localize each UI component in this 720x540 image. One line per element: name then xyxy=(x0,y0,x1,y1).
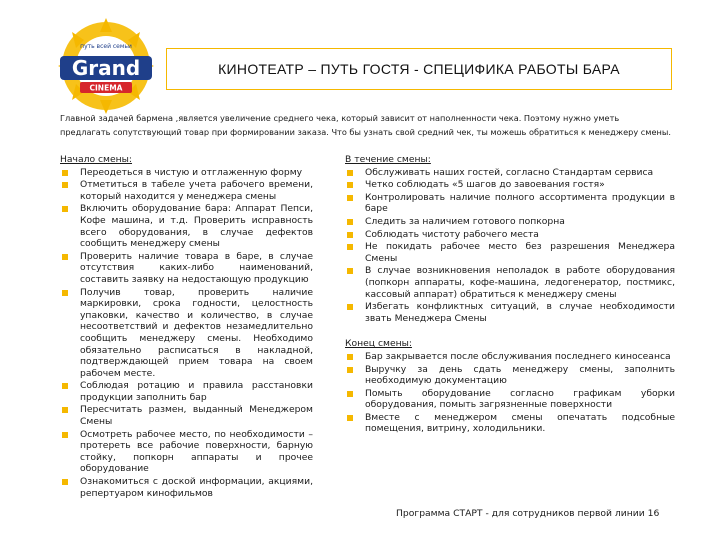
list-item xyxy=(345,351,675,363)
list-item-text: Ознакомиться с доской информации, акциями, репертуаром кинофильмов xyxy=(80,476,313,499)
list-item xyxy=(345,265,675,300)
shift-end-section xyxy=(345,338,675,435)
bullet-square-icon xyxy=(62,170,68,176)
grand-cinema-logo xyxy=(52,18,160,118)
bullet-square-icon xyxy=(347,354,353,360)
list-item xyxy=(60,404,313,427)
list-item-text: В случае возникновения неполадок в работе оборудования (попкорн аппараты, кофе-машина, ледогенератор, постмикс, кассовый аппарат) обратиться к менеджеру смены xyxy=(365,265,675,300)
list-item xyxy=(345,167,675,179)
bullet-square-icon xyxy=(347,415,353,421)
list-item xyxy=(345,412,675,435)
list-item xyxy=(60,287,313,380)
list-item xyxy=(60,380,313,403)
list-item-text: Соблюдая ротацию и правила расстановки продукции заполнить бар xyxy=(80,380,313,403)
bullet-square-icon xyxy=(62,383,68,389)
bullet-square-icon xyxy=(347,232,353,238)
list-item-text: Четко соблюдать «5 шагов до завоевания гостя» xyxy=(365,179,605,191)
bullet-square-icon xyxy=(347,304,353,310)
list-item-text: Обслуживать наших гостей, согласно Стандартам сервиса xyxy=(365,166,654,178)
list-item xyxy=(345,241,675,264)
list-item xyxy=(345,301,675,324)
list-item xyxy=(60,203,313,249)
intro-paragraph: Главной задачей бармена ,является увеличение среднего чека, который зависит от наполненности чека. Поэтому нужно уметь предлагать сопутствующий товар при формировании заказа. Что бы узнать свой средний чек, ты можешь обратиться к менеджеру смены. xyxy=(60,113,671,137)
list-item xyxy=(345,179,675,191)
bullet-square-icon xyxy=(62,479,68,485)
bullet-square-icon xyxy=(62,407,68,413)
list-item xyxy=(60,429,313,475)
logo-sub-text: CINEMA xyxy=(89,83,123,93)
bullet-square-icon xyxy=(347,268,353,274)
bullet-square-icon xyxy=(347,391,353,397)
list-item xyxy=(60,167,313,179)
bullet-square-icon xyxy=(347,182,353,188)
list-item-text: Выручку за день сдать менеджеру смены, заполнить необходимую документацию xyxy=(365,363,675,387)
footer-program-label: Программа СТАРТ - для сотрудников первой линии 16 xyxy=(396,508,660,519)
bullet-square-icon xyxy=(62,254,68,260)
list-item xyxy=(60,476,313,499)
during-shift-list xyxy=(345,167,675,325)
logo-tagline: путь всей семьи xyxy=(80,43,132,50)
bullet-square-icon xyxy=(347,244,353,250)
bullet-square-icon xyxy=(347,367,353,373)
list-item-text: Включить оборудование бара: Аппарат Пепси, Кофе машина, и т.д. Проверить исправность всего оборудования, в случае дефектов сообщить менеджеру смены xyxy=(80,203,313,250)
bullet-square-icon xyxy=(62,182,68,188)
page-title-box xyxy=(166,48,672,90)
logo-brand-text: Grand xyxy=(71,56,141,80)
bullet-square-icon xyxy=(347,219,353,225)
right-column xyxy=(345,154,675,436)
shift-end-list xyxy=(345,351,675,435)
bullet-square-icon xyxy=(347,170,353,176)
list-item xyxy=(345,192,675,215)
page-title: КИНОТЕАТР – ПУТЬ ГОСТЯ - СПЕЦИФИКА РАБОТЫ БАРА xyxy=(218,61,620,77)
list-item-text: Проверить наличие товара в баре, в случае отсутствия каких-либо наименований, составить заявку на недостающую продукцию xyxy=(80,250,313,285)
list-item-text: Отметиться в табеле учета рабочего времени, который находится у менеджера смены xyxy=(80,179,313,202)
during-shift-heading: В течение смены: xyxy=(345,154,431,165)
list-item xyxy=(60,179,313,202)
shift-start-list xyxy=(60,167,313,500)
list-item xyxy=(345,216,675,228)
list-item xyxy=(345,388,675,411)
list-item-text: Следить за наличием готового попкорна xyxy=(365,215,565,227)
list-item-text: Не покидать рабочее место без разрешения Менеджера Смены xyxy=(365,241,675,264)
list-item-text: Контролировать наличие полного ассортимента продукции в баре xyxy=(365,191,675,215)
bullet-square-icon xyxy=(347,195,353,201)
list-item xyxy=(345,229,675,241)
bullet-square-icon xyxy=(62,290,68,296)
left-column xyxy=(60,154,313,500)
list-item-text: Соблюдать чистоту рабочего места xyxy=(365,228,539,240)
list-item-text: Осмотреть рабочее место, по необходимости – протереть все рабочие поверхности, барную стойку, попкорн аппараты и прочее оборудование xyxy=(80,428,313,475)
list-item-text: Получив товар, проверить наличие маркировки, срока годности, целостность упаковки, качество и количество, в случае несоответствий и дефектов незамедлительно сообщить менеджеру смены. Необходимо обязательно расписаться в накладной, подтверждающей прием товара на своем рабочем месте. xyxy=(80,286,313,379)
list-item-text: Переодеться в чистую и отглаженную форму xyxy=(80,166,303,178)
shift-start-heading: Начало смены: xyxy=(60,154,133,165)
list-item xyxy=(60,251,313,286)
bullet-square-icon xyxy=(62,432,68,438)
bullet-square-icon xyxy=(62,206,68,212)
list-item xyxy=(345,364,675,387)
shift-end-heading: Конец смены: xyxy=(345,338,412,350)
list-item-text: Бар закрывается после обслуживания последнего киносеанса xyxy=(365,350,671,362)
list-item-text: Помыть оборудование согласно графикам уборки оборудования, помыть загрязненные поверхности xyxy=(365,387,675,411)
list-item-text: Пересчитать размен, выданный Менеджером Смены xyxy=(80,404,313,428)
list-item-text: Вместе с менеджером смены опечатать подсобные помещения, витрину, холодильники. xyxy=(365,411,675,435)
list-item-text: Избегать конфликтных ситуаций, в случае необходимости звать Менеджера Смены xyxy=(365,301,675,324)
